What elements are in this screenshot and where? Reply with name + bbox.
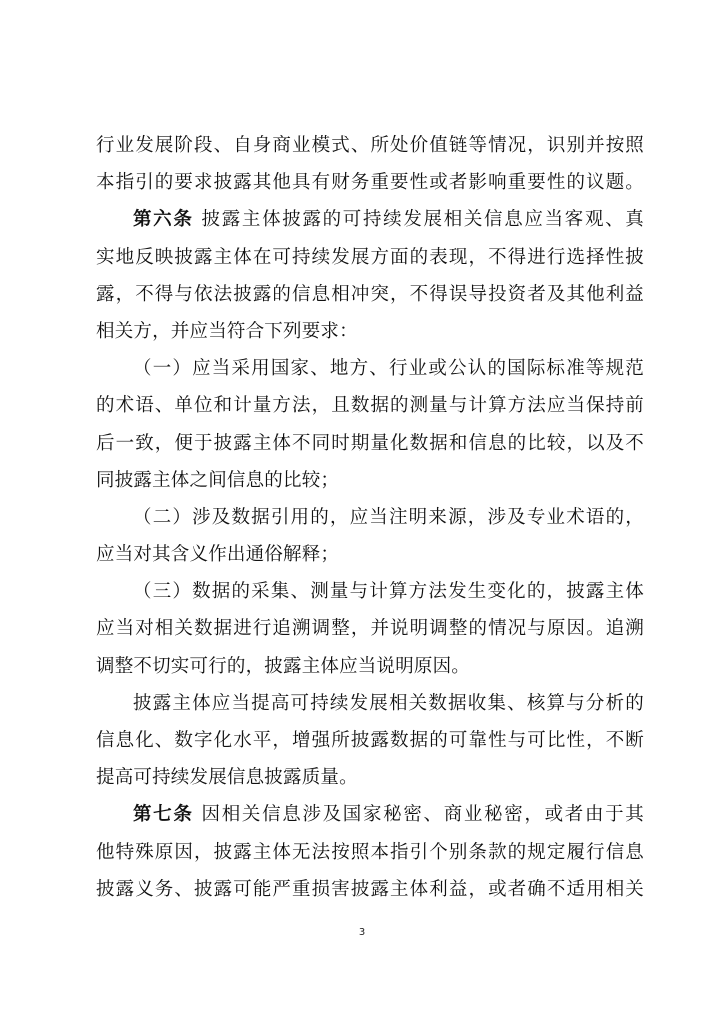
text-line: 相关方，并应当符合下列要求： [96,320,358,342]
text-line: 本指引的要求披露其他具有财务重要性或者影响重要性的议题。 [96,172,644,194]
text-line: 披露主体应当提高可持续发展相关数据收集、核算与分析的 [133,692,644,714]
page-number: 3 [358,927,366,938]
text-line: 披露义务、披露可能严重损害披露主体利益，或者确不适用相关 [96,878,644,900]
text-line: 应当对其含义作出通俗解释； [96,544,340,566]
text-line: 行业发展阶段、自身商业模式、所处价值链等情况，识别并按照 [96,135,644,156]
text-line: 应当对相关数据进行追溯调整，并说明调整的情况与原因。追溯 [96,618,644,640]
article-six-first-line [96,201,644,238]
text-line: 后一致，便于披露主体不同时期量化数据和信息的比较，以及不 [96,432,644,454]
text-line: 实地反映披露主体在可持续发展方面的表现，不得进行选择性披 [96,246,644,268]
text-line: 提高可持续发展信息披露质量。 [96,767,358,789]
text-line: 信息化、数字化水平，增强所披露数据的可靠性与可比性，不断 [96,730,644,751]
text-line: 的术语、单位和计量方法，且数据的测量与计算方法应当保持前 [96,395,644,417]
article-six-text: 披露主体披露的可持续发展相关信息应当客观、真 [201,209,644,231]
text-line: （三）数据的采集、测量与计算方法发生变化的，披露主体 [133,581,644,603]
text-line: 调整不切实可行的，披露主体应当说明原因。 [96,655,471,677]
article-seven-text: 因相关信息涉及国家秘密、商业秘密，或者由于其 [201,804,644,826]
text-line: 同披露主体之间信息的比较； [96,469,340,491]
text-line: （二）涉及数据引用的，应当注明来源，涉及专业术语的， [133,506,644,528]
document-body [96,127,644,908]
text-line: 露，不得与依法披露的信息相冲突，不得误导投资者及其他利益 [96,283,644,305]
article-seven-first-line [96,796,644,833]
text-line: 他特殊原因，披露主体无法按照本指引个别条款的规定履行信息 [96,841,644,863]
article-six-heading: 第六条 [133,209,194,231]
text-line: （一）应当采用国家、地方、行业或公认的国际标准等规范 [133,358,644,380]
article-seven-heading: 第七条 [133,804,194,826]
